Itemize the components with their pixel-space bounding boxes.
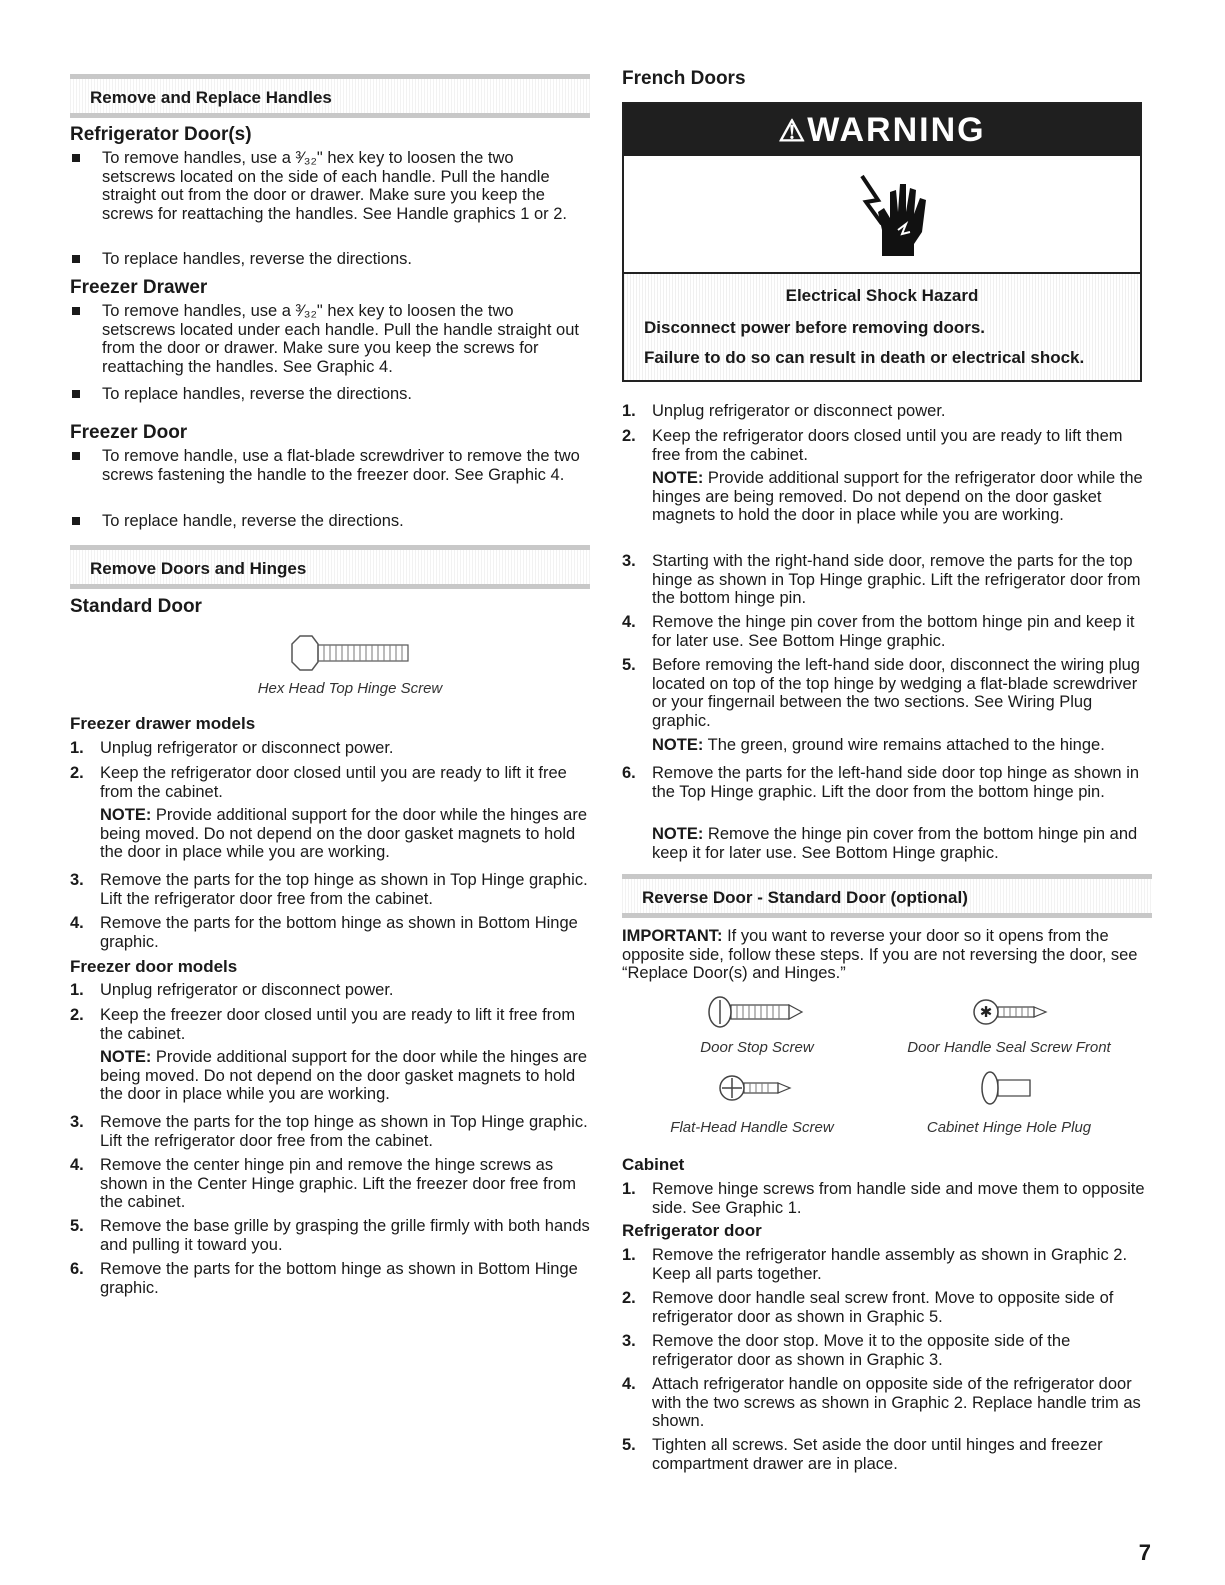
list-item: 2. Keep the freezer door closed until you are ready to lift it free from the cabinet. [70,1006,576,1043]
figure-caption: Hex Head Top Hinge Screw [257,680,443,697]
list-item: To replace handle, reverse the directions. [70,512,590,531]
note-text: NOTE: The green, ground wire remains attached to the hinge. [652,736,1105,754]
heading-freezer-drawer-models: Freezer drawer models [70,714,256,733]
list-item: To replace handles, reverse the directions. [70,385,590,404]
door-stop-screw-icon [706,994,806,1030]
heading-refrigerator-door: Refrigerator door [622,1221,762,1240]
warning-title: WARNING [807,111,986,149]
bullet-icon [72,390,80,398]
list-item: 3. Remove the parts for the top hinge as shown in Top Hinge graphic. Lift the refrigerator door free from the cabinet. [70,1113,588,1150]
left-column [70,0,590,1585]
figure-caption: Door Handle Seal Screw Front [907,1039,1111,1056]
page-number: 7 [1138,1540,1151,1565]
list-item: 1. Unplug refrigerator or disconnect power. [622,402,946,420]
list-item: To remove handles, use a ³⁄₃₂" hex key to loosen the two setscrews located under each handle. Pull the handle straight out from the door or drawer. Make sure you keep the screws for reattaching the handles. See Graphic 4. [70,302,590,376]
list-item: 2. Keep the refrigerator doors closed until you are ready to lift them free from the cabinet. [622,427,1123,464]
list-item: 3. Remove the parts for the top hinge as shown in Top Hinge graphic. Lift the refrigerator door free from the cabinet. [70,871,588,908]
heading-french-doors: French Doors [622,68,746,89]
list-item: 6. Remove the parts for the left-hand side door top hinge as shown in the Top Hinge graphic. Lift the door from the bottom hinge pin. [622,764,1140,801]
list-item: 2. Remove door handle seal screw front. Move to opposite side of refrigerator door as shown in Graphic 5. [622,1289,1114,1326]
heading-standard-door: Standard Door [70,596,202,617]
list-item: 4. Attach refrigerator handle on opposite side of the refrigerator door with the two screws as shown in Graphic 2. Replace handle trim as shown. [622,1375,1141,1430]
list-item: 2. Keep the refrigerator door closed until you are ready to lift it free from the cabinet. [70,764,567,801]
cabinet-hinge-hole-plug-icon [980,1070,1040,1106]
bullet-icon [72,452,80,460]
warning-icon-area [624,156,1140,274]
list-item: 4. Remove the hinge pin cover from the bottom hinge pin and keep it for later use. See Bottom Hinge graphic. [622,613,1135,650]
section-header-doors-hinges [70,545,590,589]
list-item: 1. Remove hinge screws from handle side and move them to opposite side. See Graphic 1. [622,1180,1145,1217]
section-title: Remove Doors and Hinges [90,559,307,578]
note-text: NOTE: Provide additional support for the refrigerator door while the hinges are being removed. Do not depend on the door gasket magnets to hold the door in place while you are working. [652,469,1143,524]
important-text: IMPORTANT: If you want to reverse your door so it opens from the opposite side, follow these steps. If you are not reversing the door, see “Replace Door(s) and Hinges.” [622,927,1138,982]
bullet-icon [72,517,80,525]
list-item: 5. Remove the base grille by grasping the grille firmly with both hands and pulling it toward you. [70,1217,590,1254]
list-item: 1. Unplug refrigerator or disconnect power. [70,739,394,757]
figure-caption: Door Stop Screw [700,1039,814,1056]
heading-freezer-drawer: Freezer Drawer [70,277,208,298]
heading-cabinet: Cabinet [622,1155,685,1174]
section-header-reverse-door [622,874,1152,918]
warning-hazard: Electrical Shock Hazard [785,286,979,305]
list-item: To replace handles, reverse the directions. [70,250,590,269]
bullet-icon [72,154,80,162]
warning-line: Failure to do so can result in death or electrical shock. [644,348,1085,367]
list-item: 5. Before removing the left-hand side door, disconnect the wiring plug located on top of the top hinge by wedging a flat-blade screwdriver or your fingernail between the two sections. See Wiring Plug graphic. [622,656,1140,730]
warning-box [622,102,1142,382]
svg-text:✱: ✱ [979,1003,993,1021]
list-item: 3. Remove the door stop. Move it to the opposite side of the refrigerator door as shown in Graphic 3. [622,1332,1071,1369]
heading-refrigerator-doors: Refrigerator Door(s) [70,124,252,145]
bullet-icon [72,307,80,315]
right-column [622,0,1152,1585]
heading-freezer-door-models: Freezer door models [70,957,238,976]
flat-head-handle-screw-icon [718,1072,798,1104]
list-item: To remove handle, use a flat-blade screwdriver to remove the two screws fastening the handle to the freezer door. See Graphic 4. [70,447,590,484]
warning-text-area [624,272,1140,380]
heading-freezer-door: Freezer Door [70,422,188,443]
list-item: 5. Tighten all screws. Set aside the door until hinges and freezer compartment drawer are in place. [622,1436,1103,1473]
list-item: 4. Remove the parts for the bottom hinge as shown in Bottom Hinge graphic. [70,914,578,951]
list-item: To remove handles, use a ³⁄₃₂" hex key to loosen the two setscrews located on the side of each handle. Pull the handle straight out from the door or drawer. Make sure you keep the screws for reattaching the handles. See Handle graphics 1 or 2. [70,149,590,223]
warning-line: Disconnect power before removing doors. [644,318,986,337]
warning-triangle-icon: ⚠ [778,115,808,148]
bullet-icon [72,255,80,263]
hex-head-screw-icon [288,634,418,674]
section-title: Remove and Replace Handles [90,88,332,107]
list-item: 3. Starting with the right-hand side door, remove the parts for the top hinge as shown in Top Hinge graphic. Lift the refrigerator door from the bottom hinge pin. [622,552,1141,607]
figure-caption: Cabinet Hinge Hole Plug [926,1119,1092,1136]
figure-caption: Flat-Head Handle Screw [670,1119,834,1136]
list-item: 1. Remove the refrigerator handle assembly as shown in Graphic 2. Keep all parts together. [622,1246,1128,1283]
warning-header [624,104,1140,156]
section-title: Reverse Door - Standard Door (optional) [642,888,968,907]
note-text: NOTE: Provide additional support for the door while the hinges are being moved. Do not depend on the door gasket magnets to hold the door in place while you are working. [100,806,588,861]
list-item: 6. Remove the parts for the bottom hinge as shown in Bottom Hinge graphic. [70,1260,578,1297]
door-handle-seal-screw-icon [972,996,1052,1028]
note-text: NOTE: Remove the hinge pin cover from the bottom hinge pin and keep it for later use. See Bottom Hinge graphic. [652,825,1138,862]
section-header-handles [70,74,590,118]
electrical-shock-hand-icon [852,172,932,260]
note-text: NOTE: Provide additional support for the door while the hinges are being moved. Do not depend on the door gasket magnets to hold the door in place while you are working. [100,1048,588,1103]
list-item: 4. Remove the center hinge pin and remove the hinge screws as shown in the Center Hinge graphic. Lift the freezer door free from the cabinet. [70,1156,576,1211]
list-item: 1. Unplug refrigerator or disconnect power. [70,981,394,999]
